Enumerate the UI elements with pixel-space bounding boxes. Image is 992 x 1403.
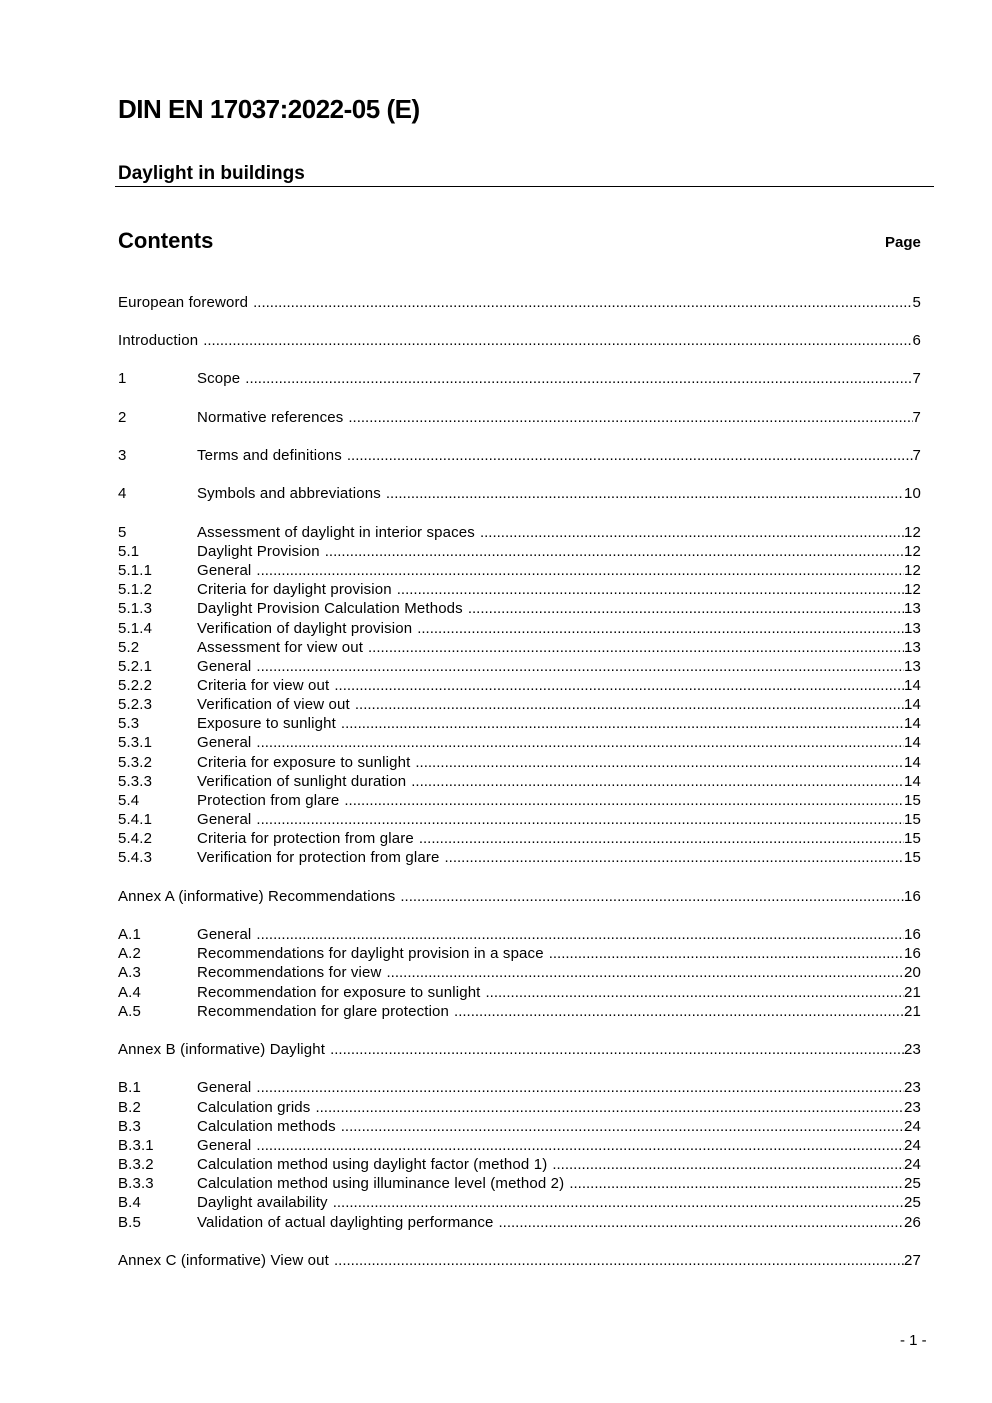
toc-entry-page: 12	[904, 581, 921, 598]
toc-entry-title: Annex C (informative) View out	[118, 1252, 329, 1269]
toc-entry[interactable]	[118, 810, 921, 829]
toc-entry-title: Annex B (informative) Daylight	[118, 1041, 326, 1058]
toc-dot-leader	[341, 714, 904, 733]
toc-entry-title: Calculation method using daylight factor (method 1)	[197, 1156, 548, 1173]
toc-entry-page: 6	[912, 332, 921, 349]
toc-entry-title: Calculation method using illuminance level (method 2)	[197, 1175, 565, 1192]
toc-entry[interactable]	[118, 1136, 921, 1155]
toc-entry-title: Symbols and abbreviations	[197, 485, 381, 502]
toc-entry-number: 2	[118, 409, 127, 426]
toc-entry-title: Verification of daylight provision	[197, 620, 413, 637]
toc-entry-title: Verification of view out	[197, 696, 350, 713]
toc-entry[interactable]	[118, 484, 921, 503]
toc-entry-number: 5.2.1	[118, 658, 153, 675]
toc-entry[interactable]	[118, 676, 921, 695]
toc-dot-leader	[344, 791, 904, 810]
toc-entry-title: Calculation methods	[197, 1118, 336, 1135]
toc-entry-number: 5.2	[118, 639, 140, 656]
toc-entry-number: B.5	[118, 1214, 141, 1231]
toc-entry[interactable]	[118, 293, 921, 312]
toc-entry[interactable]	[118, 1251, 921, 1270]
toc-entry[interactable]	[118, 369, 921, 388]
toc-entry[interactable]	[118, 599, 921, 618]
toc-dot-leader	[245, 369, 912, 388]
toc-entry-title: Scope	[197, 370, 241, 387]
toc-entry-title: Daylight Provision Calculation Methods	[197, 600, 463, 617]
toc-entry-number: B.2	[118, 1099, 141, 1116]
toc-dot-leader	[333, 1193, 904, 1212]
toc-dot-leader	[256, 561, 904, 580]
toc-entry-title: Verification of sunlight duration	[197, 773, 407, 790]
toc-entry[interactable]	[118, 1002, 921, 1021]
toc-entry-page: 16	[904, 926, 921, 943]
toc-entry-page: 21	[904, 1003, 921, 1020]
toc-entry-page: 13	[904, 600, 921, 617]
toc-dot-leader	[386, 484, 904, 503]
toc-entry-title: Daylight availability	[197, 1194, 328, 1211]
toc-entry-page: 23	[904, 1079, 921, 1096]
toc-entry[interactable]	[118, 1040, 921, 1059]
toc-entry[interactable]	[118, 542, 921, 561]
toc-entry[interactable]	[118, 619, 921, 638]
toc-entry-title: Assessment of daylight in interior spaces	[197, 524, 475, 541]
toc-entry-page: 10	[904, 485, 921, 502]
toc-dot-leader	[341, 1117, 904, 1136]
toc-entry-title: Annex A (informative) Recommendations	[118, 888, 396, 905]
toc-entry-page: 7	[912, 447, 921, 464]
toc-dot-leader	[368, 638, 904, 657]
toc-entry-page: 25	[904, 1175, 921, 1192]
toc-entry-title: Recommendation for glare protection	[197, 1003, 450, 1020]
toc-entry-title: European foreword	[118, 294, 249, 311]
toc-entry-page: 12	[904, 543, 921, 560]
toc-entry-page: 5	[912, 294, 921, 311]
toc-entry-title: Criteria for view out	[197, 677, 330, 694]
toc-entry-title: Terms and definitions	[197, 447, 342, 464]
toc-entry-number: 5.2.2	[118, 677, 153, 694]
toc-entry-page: 7	[912, 370, 921, 387]
toc-dot-leader	[397, 580, 904, 599]
toc-entry[interactable]	[118, 829, 921, 848]
toc-entry-page: 14	[904, 734, 921, 751]
toc-dot-leader	[348, 408, 912, 427]
toc-dot-leader	[315, 1098, 904, 1117]
toc-entry[interactable]	[118, 580, 921, 599]
toc-entry[interactable]	[118, 753, 921, 772]
toc-dot-leader	[480, 523, 904, 542]
toc-entry-title: Validation of actual daylighting performance	[197, 1214, 494, 1231]
page-column-label: Page	[885, 234, 921, 251]
toc-entry-title: Criteria for exposure to sunlight	[197, 754, 411, 771]
toc-dot-leader	[334, 676, 904, 695]
toc-entry-number: 5.4	[118, 792, 140, 809]
toc-entry[interactable]	[118, 963, 921, 982]
toc-entry[interactable]	[118, 695, 921, 714]
toc-entry-number: 5.4.2	[118, 830, 153, 847]
toc-dot-leader	[256, 925, 904, 944]
toc-dot-leader	[552, 1155, 904, 1174]
toc-dot-leader	[203, 331, 912, 350]
contents-heading: Contents	[118, 228, 214, 253]
toc-entry-page: 14	[904, 715, 921, 732]
toc-entry[interactable]	[118, 714, 921, 733]
toc-entry[interactable]	[118, 1098, 921, 1117]
toc-entry-title: Criteria for daylight provision	[197, 581, 392, 598]
toc-entry[interactable]	[118, 1117, 921, 1136]
toc-dot-leader	[454, 1002, 904, 1021]
toc-entry-number: 3	[118, 447, 127, 464]
toc-entry-number: B.3.3	[118, 1175, 154, 1192]
toc-entry-title: Calculation grids	[197, 1099, 311, 1116]
toc-entry[interactable]	[118, 1213, 921, 1232]
toc-entry-title: General	[197, 734, 252, 751]
toc-entry-title: General	[197, 926, 252, 943]
toc-entry-number: 5.2.3	[118, 696, 153, 713]
toc-entry-number: 5.1	[118, 543, 140, 560]
toc-entry-page: 16	[904, 945, 921, 962]
toc-entry-page: 12	[904, 524, 921, 541]
toc-entry-page: 16	[904, 888, 921, 905]
toc-entry-title: Criteria for protection from glare	[197, 830, 414, 847]
toc-entry[interactable]	[118, 1193, 921, 1212]
document-subtitle: Daylight in buildings	[118, 163, 305, 184]
toc-dot-leader	[499, 1213, 905, 1232]
toc-entry-page: 27	[904, 1252, 921, 1269]
toc-entry-number: 5.3.3	[118, 773, 153, 790]
toc-entry[interactable]	[118, 733, 921, 752]
toc-entry-page: 15	[904, 811, 921, 828]
toc-dot-leader	[256, 733, 904, 752]
toc-entry-page: 15	[904, 830, 921, 847]
toc-entry-page: 14	[904, 773, 921, 790]
toc-entry-title: Daylight Provision	[197, 543, 320, 560]
toc-entry-number: 4	[118, 485, 127, 502]
toc-entry[interactable]	[118, 657, 921, 676]
toc-entry-number: A.4	[118, 984, 141, 1001]
toc-entry-number: 5.1.3	[118, 600, 153, 617]
document-title: DIN EN 17037:2022-05 (E)	[118, 94, 420, 124]
toc-entry-title: Protection from glare	[197, 792, 340, 809]
toc-entry-page: 14	[904, 677, 921, 694]
toc-entry-number: 1	[118, 370, 127, 387]
toc-entry-page: 7	[912, 409, 921, 426]
toc-entry-number: 5.3.1	[118, 734, 153, 751]
toc-entry[interactable]	[118, 1078, 921, 1097]
toc-entry-title: General	[197, 562, 252, 579]
toc-entry-title: Introduction	[118, 332, 199, 349]
toc-entry-page: 13	[904, 639, 921, 656]
toc-entry-number: A.1	[118, 926, 141, 943]
toc-entry-number: B.3.2	[118, 1156, 154, 1173]
toc-dot-leader	[417, 619, 904, 638]
toc-entry-title: Recommendations for daylight provision in a space	[197, 945, 544, 962]
toc-entry-page: 13	[904, 658, 921, 675]
toc-entry-page: 24	[904, 1156, 921, 1173]
toc-entry-number: A.3	[118, 964, 141, 981]
toc-entry-number: 5	[118, 524, 127, 541]
toc-entry-number: 5.1.1	[118, 562, 153, 579]
toc-entry-title: General	[197, 811, 252, 828]
toc-entry[interactable]	[118, 887, 921, 906]
toc-entry-title: Recommendations for view	[197, 964, 382, 981]
toc-dot-leader	[419, 829, 904, 848]
toc-entry[interactable]	[118, 523, 921, 542]
toc-dot-leader	[355, 695, 904, 714]
toc-dot-leader	[468, 599, 904, 618]
toc-entry-title: Normative references	[197, 409, 344, 426]
toc-entry-title: Assessment for view out	[197, 639, 364, 656]
toc-entry-number: B.4	[118, 1194, 141, 1211]
toc-entry-page: 25	[904, 1194, 921, 1211]
toc-entry-title: Recommendation for exposure to sunlight	[197, 984, 481, 1001]
toc-entry[interactable]	[118, 446, 921, 465]
toc-entry-title: Exposure to sunlight	[197, 715, 336, 732]
toc-entry-page: 23	[904, 1041, 921, 1058]
toc-entry-number: 5.4.3	[118, 849, 153, 866]
toc-entry-number: 5.4.1	[118, 811, 153, 828]
toc-dot-leader	[569, 1174, 904, 1193]
toc-entry-page: 21	[904, 984, 921, 1001]
toc-dot-leader	[347, 446, 913, 465]
toc-entry-number: B.3.1	[118, 1137, 154, 1154]
toc-entry-title: Verification for protection from glare	[197, 849, 440, 866]
toc-entry-number: A.2	[118, 945, 141, 962]
toc-entry-page: 13	[904, 620, 921, 637]
toc-dot-leader	[256, 657, 904, 676]
toc-dot-leader	[330, 1040, 904, 1059]
toc-entry-page: 14	[904, 696, 921, 713]
toc-entry-number: 5.3	[118, 715, 140, 732]
toc-entry[interactable]	[118, 638, 921, 657]
toc-entry-number: A.5	[118, 1003, 141, 1020]
toc-entry[interactable]	[118, 331, 921, 350]
toc-entry-page: 24	[904, 1137, 921, 1154]
toc-entry-title: General	[197, 658, 252, 675]
title-divider	[115, 186, 934, 187]
toc-dot-leader	[411, 772, 904, 791]
toc-entry[interactable]	[118, 1155, 921, 1174]
toc-entry-number: 5.3.2	[118, 754, 153, 771]
toc-entry[interactable]	[118, 408, 921, 427]
toc-entry-page: 14	[904, 754, 921, 771]
toc-entry[interactable]	[118, 983, 921, 1002]
toc-dot-leader	[415, 753, 904, 772]
toc-dot-leader	[256, 1078, 904, 1097]
toc-entry-number: B.3	[118, 1118, 141, 1135]
toc-entry-page: 26	[904, 1214, 921, 1231]
toc-dot-leader	[334, 1251, 904, 1270]
toc-dot-leader	[253, 293, 912, 312]
toc-dot-leader	[444, 848, 904, 867]
toc-entry-title: General	[197, 1137, 252, 1154]
toc-dot-leader	[256, 1136, 904, 1155]
toc-entry-page: 24	[904, 1118, 921, 1135]
toc-dot-leader	[325, 542, 904, 561]
toc-entry[interactable]	[118, 561, 921, 580]
toc-entry-number: 5.1.2	[118, 581, 153, 598]
toc-entry-number: B.1	[118, 1079, 141, 1096]
toc-dot-leader	[387, 963, 904, 982]
toc-entry[interactable]	[118, 944, 921, 963]
toc-entry-page: 23	[904, 1099, 921, 1116]
toc-entry[interactable]	[118, 1174, 921, 1193]
toc-entry[interactable]	[118, 791, 921, 810]
toc-entry-page: 15	[904, 849, 921, 866]
toc-entry[interactable]	[118, 772, 921, 791]
toc-dot-leader	[256, 810, 904, 829]
toc-entry-title: General	[197, 1079, 252, 1096]
toc-dot-leader	[549, 944, 904, 963]
toc-entry-number: 5.1.4	[118, 620, 153, 637]
toc-entry-page: 15	[904, 792, 921, 809]
toc-entry[interactable]	[118, 848, 921, 867]
toc-entry-page: 20	[904, 964, 921, 981]
toc-entry-page: 12	[904, 562, 921, 579]
toc-dot-leader	[400, 887, 904, 906]
footer-page-number: - 1 -	[900, 1332, 927, 1349]
toc-entry[interactable]	[118, 925, 921, 944]
toc-dot-leader	[486, 983, 904, 1002]
